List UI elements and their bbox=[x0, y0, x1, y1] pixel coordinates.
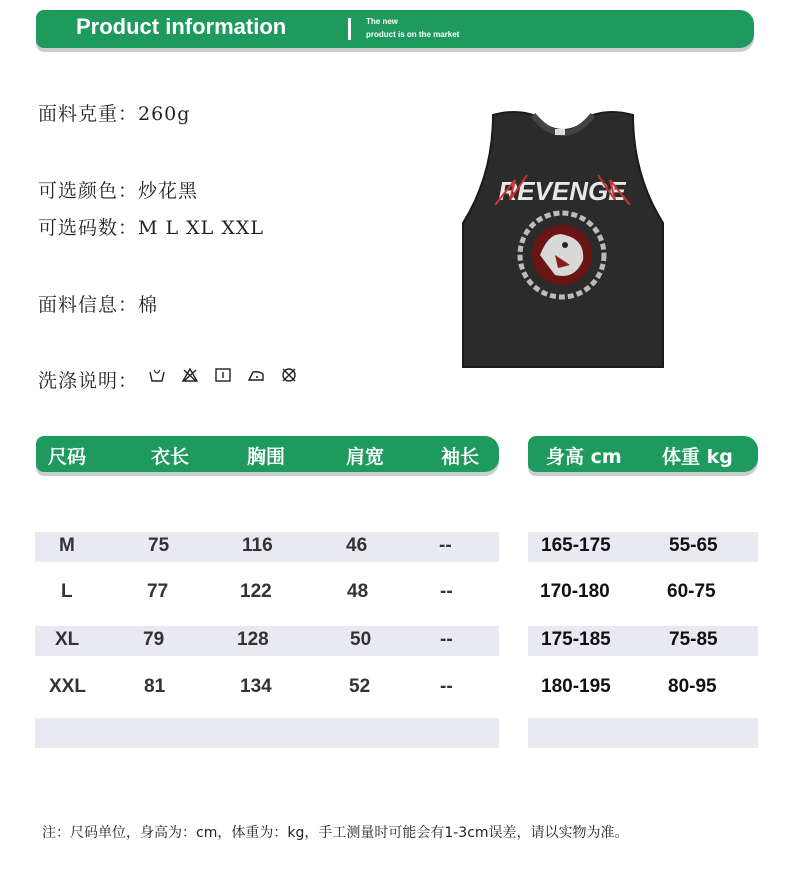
cell-sleeve: -- bbox=[439, 535, 452, 556]
header-shoulder: 肩宽 bbox=[346, 446, 385, 468]
table-row bbox=[528, 626, 758, 656]
header-banner bbox=[36, 10, 754, 48]
cell-shoulder: 52 bbox=[349, 676, 371, 697]
cell-length: 77 bbox=[147, 581, 169, 602]
cell-length: 81 bbox=[144, 676, 166, 697]
cell-length: 79 bbox=[143, 629, 165, 650]
care-label: 洗涤说明： bbox=[38, 370, 139, 392]
banner-subtitle-line2: product is on the market bbox=[366, 30, 460, 39]
table-row bbox=[528, 578, 758, 608]
cell-size: M bbox=[59, 535, 75, 556]
cell-shoulder: 46 bbox=[346, 535, 368, 556]
cell-weight: 55-65 bbox=[669, 535, 718, 556]
hand-wash-icon bbox=[148, 366, 166, 384]
cell-sleeve: -- bbox=[440, 629, 453, 650]
header-sleeve: 袖长 bbox=[441, 446, 480, 468]
cell-height: 170-180 bbox=[540, 581, 610, 602]
size-note: 注：尺码单位，身高为：cm，体重为：kg，手工测量时可能会有1-3cm误差，请以实物为准。 bbox=[42, 825, 629, 841]
table-row bbox=[35, 626, 499, 656]
table-row-empty bbox=[528, 718, 758, 748]
size-table-header bbox=[36, 436, 499, 472]
size-options: 可选码数：M L XL XXL bbox=[38, 217, 265, 239]
cell-size: XXL bbox=[49, 676, 86, 697]
tumble-dry-icon bbox=[214, 366, 232, 384]
cell-weight: 80-95 bbox=[668, 676, 717, 697]
cell-sleeve: -- bbox=[440, 581, 453, 602]
no-bleach-icon bbox=[181, 366, 199, 384]
care-icons bbox=[148, 366, 298, 384]
fabric-info: 面料信息：棉 bbox=[38, 294, 159, 316]
table-row bbox=[35, 532, 499, 562]
table-row bbox=[35, 578, 499, 608]
table-row bbox=[528, 532, 758, 562]
cell-chest: 128 bbox=[237, 629, 269, 650]
cell-chest: 116 bbox=[242, 535, 273, 556]
header-weight: 体重 kg bbox=[662, 446, 733, 468]
color-options: 可选颜色：炒花黑 bbox=[38, 180, 199, 202]
header-height: 身高 cm bbox=[546, 446, 622, 468]
cell-length: 75 bbox=[148, 535, 170, 556]
header-chest: 胸围 bbox=[247, 446, 286, 468]
table-row bbox=[35, 673, 499, 703]
cell-size: L bbox=[61, 581, 73, 602]
iron-icon bbox=[247, 366, 265, 384]
header-length: 衣长 bbox=[151, 446, 190, 468]
table-row-empty bbox=[35, 718, 499, 748]
no-dry-clean-icon bbox=[280, 366, 298, 384]
page-title: Product information bbox=[76, 14, 287, 39]
cell-shoulder: 48 bbox=[347, 581, 369, 602]
cell-shoulder: 50 bbox=[350, 629, 372, 650]
header-size: 尺码 bbox=[48, 446, 87, 468]
cell-size: XL bbox=[55, 629, 80, 650]
cell-height: 165-175 bbox=[541, 535, 611, 556]
title-divider bbox=[348, 18, 351, 40]
cell-sleeve: -- bbox=[440, 676, 453, 697]
banner-subtitle-line1: The new bbox=[366, 17, 399, 26]
fabric-weight: 面料克重：260g bbox=[38, 103, 191, 125]
cell-height: 180-195 bbox=[541, 676, 611, 697]
graphic-text: REVENGE bbox=[498, 176, 626, 206]
cell-height: 175-185 bbox=[541, 629, 611, 650]
cell-chest: 134 bbox=[240, 676, 272, 697]
cell-chest: 122 bbox=[240, 581, 272, 602]
cell-weight: 60-75 bbox=[667, 581, 716, 602]
table-row bbox=[528, 673, 758, 703]
product-image-tank-top bbox=[455, 105, 670, 375]
fit-table-header bbox=[528, 436, 758, 472]
cell-weight: 75-85 bbox=[669, 629, 718, 650]
